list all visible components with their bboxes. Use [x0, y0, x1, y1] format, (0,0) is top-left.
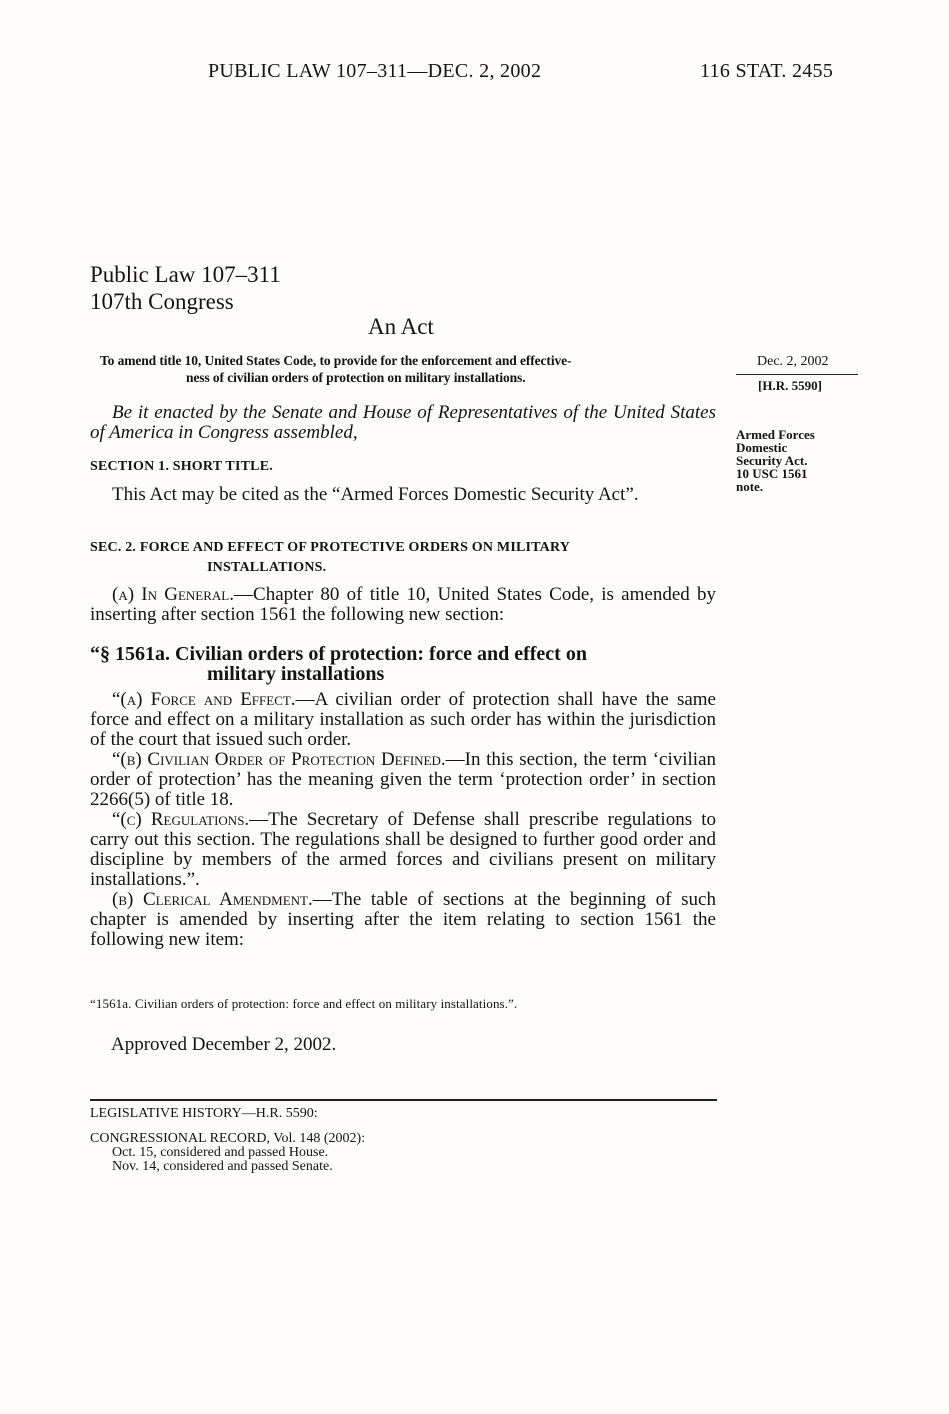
new-section-body: [90, 690, 716, 950]
margin-date: Dec. 2, 2002: [757, 354, 829, 369]
section-2-heading-line-2: INSTALLATIONS.: [207, 560, 327, 575]
margin-note-line: note.: [736, 479, 764, 494]
definition-text: —In this section, the term ‘civilian order of protection’ has the meaning given the term ‘protection order’ in section 2266(5) of title 18.: [90, 749, 717, 810]
section-1-text: This Act may be cited as the “Armed Forces Domestic Security Act”.: [112, 484, 639, 505]
margin-bill: [H.R. 5590]: [758, 378, 822, 393]
history-entry-senate: Nov. 14, considered and passed Senate.: [112, 1159, 333, 1174]
margin-note-line: Security Act.: [736, 453, 808, 468]
purpose-line-1: To amend title 10, United States Code, to provide for the enforcement and effective-: [100, 353, 572, 368]
enacting-clause: [90, 403, 716, 443]
approval-date: Approved December 2, 2002.: [111, 1034, 337, 1055]
new-section-heading-line-1: “§ 1561a. Civilian orders of protection: force and effect on: [90, 643, 587, 665]
history-entry-house: Oct. 15, considered and passed House.: [112, 1145, 329, 1160]
regulations-text: —The Secretary of Defense shall prescribe regulations to carry out this section. The regulations shall be designed to further good order and discipline by members of the armed forces and civilians present on military installations.”.: [90, 809, 716, 890]
enacting-clause-text: Be it enacted by the Senate and House of Representatives of the United States of America in Congress assembled,: [90, 402, 716, 443]
new-section-heading-line-2: military installations: [207, 663, 385, 685]
subsection-a: [90, 585, 716, 625]
margin-note-line: Domestic: [736, 440, 788, 455]
margin-note-line: Armed Forces: [736, 427, 815, 442]
margin-note: [736, 428, 815, 493]
subsection-a-text: —Chapter 80 of title 10, United States Code, is amended by inserting after section 1561 the following new section:: [90, 584, 717, 625]
force-effect-text: —A civilian order of protection shall have the same force and effect on a military installation as such order has within the jurisdiction of the court that issued such order.: [90, 689, 716, 750]
running-title: PUBLIC LAW 107–311—DEC. 2, 2002: [208, 60, 542, 82]
congress-number: 107th Congress: [90, 289, 234, 314]
regulations-label: “(c) Regulations.: [112, 809, 250, 830]
margin-note-line: 10 USC 1561: [736, 466, 808, 481]
history-rule: [90, 1099, 717, 1101]
purpose-line-2: ness of civilian orders of protection on military installations.: [186, 370, 526, 385]
legislative-history-heading: LEGISLATIVE HISTORY—H.R. 5590:: [90, 1106, 318, 1121]
section-2-heading-line-1: SEC. 2. FORCE AND EFFECT OF PROTECTIVE ORDERS ON MILITARY: [90, 540, 571, 555]
force-effect-label: “(a) Force and Effect.: [112, 689, 296, 710]
clerical-amendment-label: (b) Clerical Amendment.: [112, 889, 313, 910]
congressional-record: CONGRESSIONAL RECORD, Vol. 148 (2002):: [90, 1131, 366, 1146]
section-1-heading: SECTION 1. SHORT TITLE.: [90, 459, 273, 474]
law-number: Public Law 107–311: [90, 262, 281, 287]
stat-page-number: 116 STAT. 2455: [700, 60, 834, 82]
table-of-sections-item: “1561a. Civilian orders of protection: force and effect on military installations.”.: [90, 996, 518, 1011]
margin-rule: [736, 374, 858, 375]
definition-label: “(b) Civilian Order of Protection Defined.: [112, 749, 446, 770]
section-1-body: [90, 485, 716, 505]
act-heading: An Act: [368, 314, 434, 339]
clerical-amendment-text: —The table of sections at the beginning of such chapter is amended by inserting after the item relating to section 1561 the following new item:: [90, 889, 716, 950]
subsection-a-label: (a) In General.: [112, 584, 235, 605]
